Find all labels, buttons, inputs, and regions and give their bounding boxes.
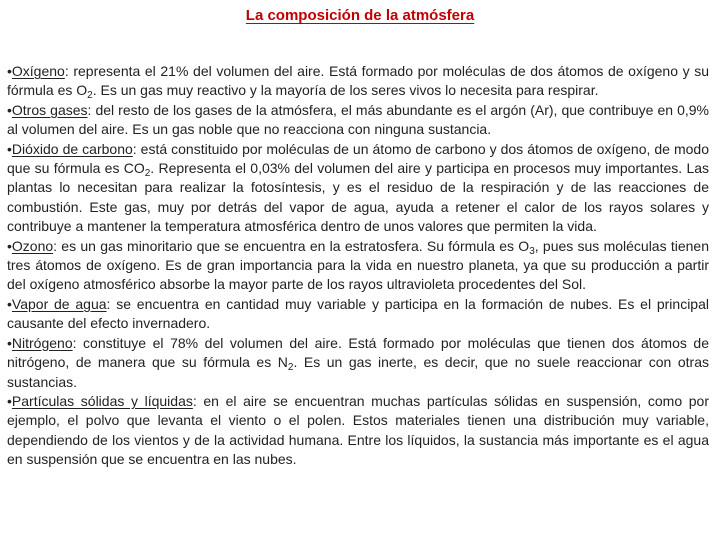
document-body [7, 62, 709, 470]
section-text: representa el 21% del volumen del aire. Está formado por moléculas de dos átomos de oxígeno y su fórmula es O [7, 63, 709, 99]
section-dioxido-de-carbono [7, 140, 709, 237]
term-vapor-de-agua: Vapor de agua [11, 295, 107, 312]
bullet: • [7, 101, 12, 118]
term-separator: : [87, 101, 92, 118]
page-title: La composición de la atmósfera [245, 7, 475, 24]
term-otros-gases: Otros gases [11, 101, 88, 118]
section-text-continued: . Representa el 0,03% del volumen del aire y participa en procesos muy importantes. Las plantas lo necesitan para realizar la fotosíntesis, y es el residuo de la respiración y de las reacciones de combustión. Este gas, muy por detrás del vapor de agua, ayuda a retener el calor de los rayos solares y contribuye a mantener la temperatura atmosférica dentro de unos valores que permiten la vida. [7, 160, 710, 235]
section-text-continued: , pues sus moléculas tienen tres átomos de oxígeno. Es de gran importancia para la vida en nuestro planeta, ya que su producción a partir del oxígeno atmosférico absorbe la mayor parte de los rayos ultravioleta procedentes del Sol. [7, 237, 710, 293]
bullet: • [7, 392, 12, 409]
bullet: • [7, 63, 12, 79]
section-text: es un gas minoritario que se encuentra en la estratosfera. Su fórmula es O [57, 237, 530, 254]
section-text-continued: . Es un gas inerte, es decir, que no suele reaccionar con otras sustancias. [7, 354, 709, 390]
section-text: está constituido por moléculas de un átomo de carbono y dos átomos de oxígeno, de modo que su fórmula es CO [7, 140, 709, 177]
term-separator: : [132, 140, 137, 157]
term-separator: : [192, 392, 197, 409]
section-vapor-de-agua [7, 295, 709, 334]
term-separator: : [53, 237, 58, 254]
formula-subscript: 3 [529, 245, 535, 257]
formula-subscript: 2 [287, 362, 294, 374]
term-oxigeno: Oxígeno [11, 63, 65, 79]
section-nitrogeno [7, 334, 709, 392]
section-text: del resto de los gases de la atmósfera, el más abundante es el argón (Ar), que contribuye en 0,9% al volumen del aire. Es un gas noble que no reacciona con ninguna sustancia. [7, 101, 709, 138]
section-oxigeno [7, 62, 709, 101]
bullet: • [7, 334, 12, 351]
section-particulas [7, 392, 709, 470]
bullet: • [7, 237, 12, 254]
formula-subscript: 2 [144, 168, 151, 180]
term-nitrogeno: Nitrógeno [11, 334, 73, 351]
formula-subscript: 2 [87, 90, 93, 102]
term-separator: : [72, 334, 77, 351]
section-text-continued: . Es un gas muy reactivo y la mayoría de los seres vivos lo necesita para respirar. [92, 82, 599, 99]
section-text: se encuentra en cantidad muy variable y participa en la formación de nubes. Es el principal causante del efecto invernadero. [7, 295, 709, 332]
section-otros-gases [7, 101, 709, 140]
section-ozono [7, 237, 709, 295]
term-particulas: Partículas sólidas y líquidas [11, 392, 193, 409]
bullet: • [7, 295, 12, 312]
term-separator: : [64, 63, 69, 79]
term-dioxido-de-carbono: Dióxido de carbono [11, 140, 133, 157]
section-text: constituye el 78% del volumen del aire. Está formado por moléculas que tienen dos átomos de nitrógeno, de manera que su fórmula es N [7, 334, 709, 371]
section-text: en el aire se encuentran muchas partículas sólidas en suspensión, como por ejemplo, el polvo que levanta el viento o el polen. Estos materiales tienen una distribución muy variable, dependiendo de los vientos y de la actividad humana. Entre los líquidos, la sustancia más importante es el agua en suspensión que se encuentra en las nubes. [7, 392, 709, 468]
bullet: • [7, 140, 12, 157]
term-separator: : [106, 295, 111, 312]
term-ozono: Ozono [11, 237, 54, 254]
